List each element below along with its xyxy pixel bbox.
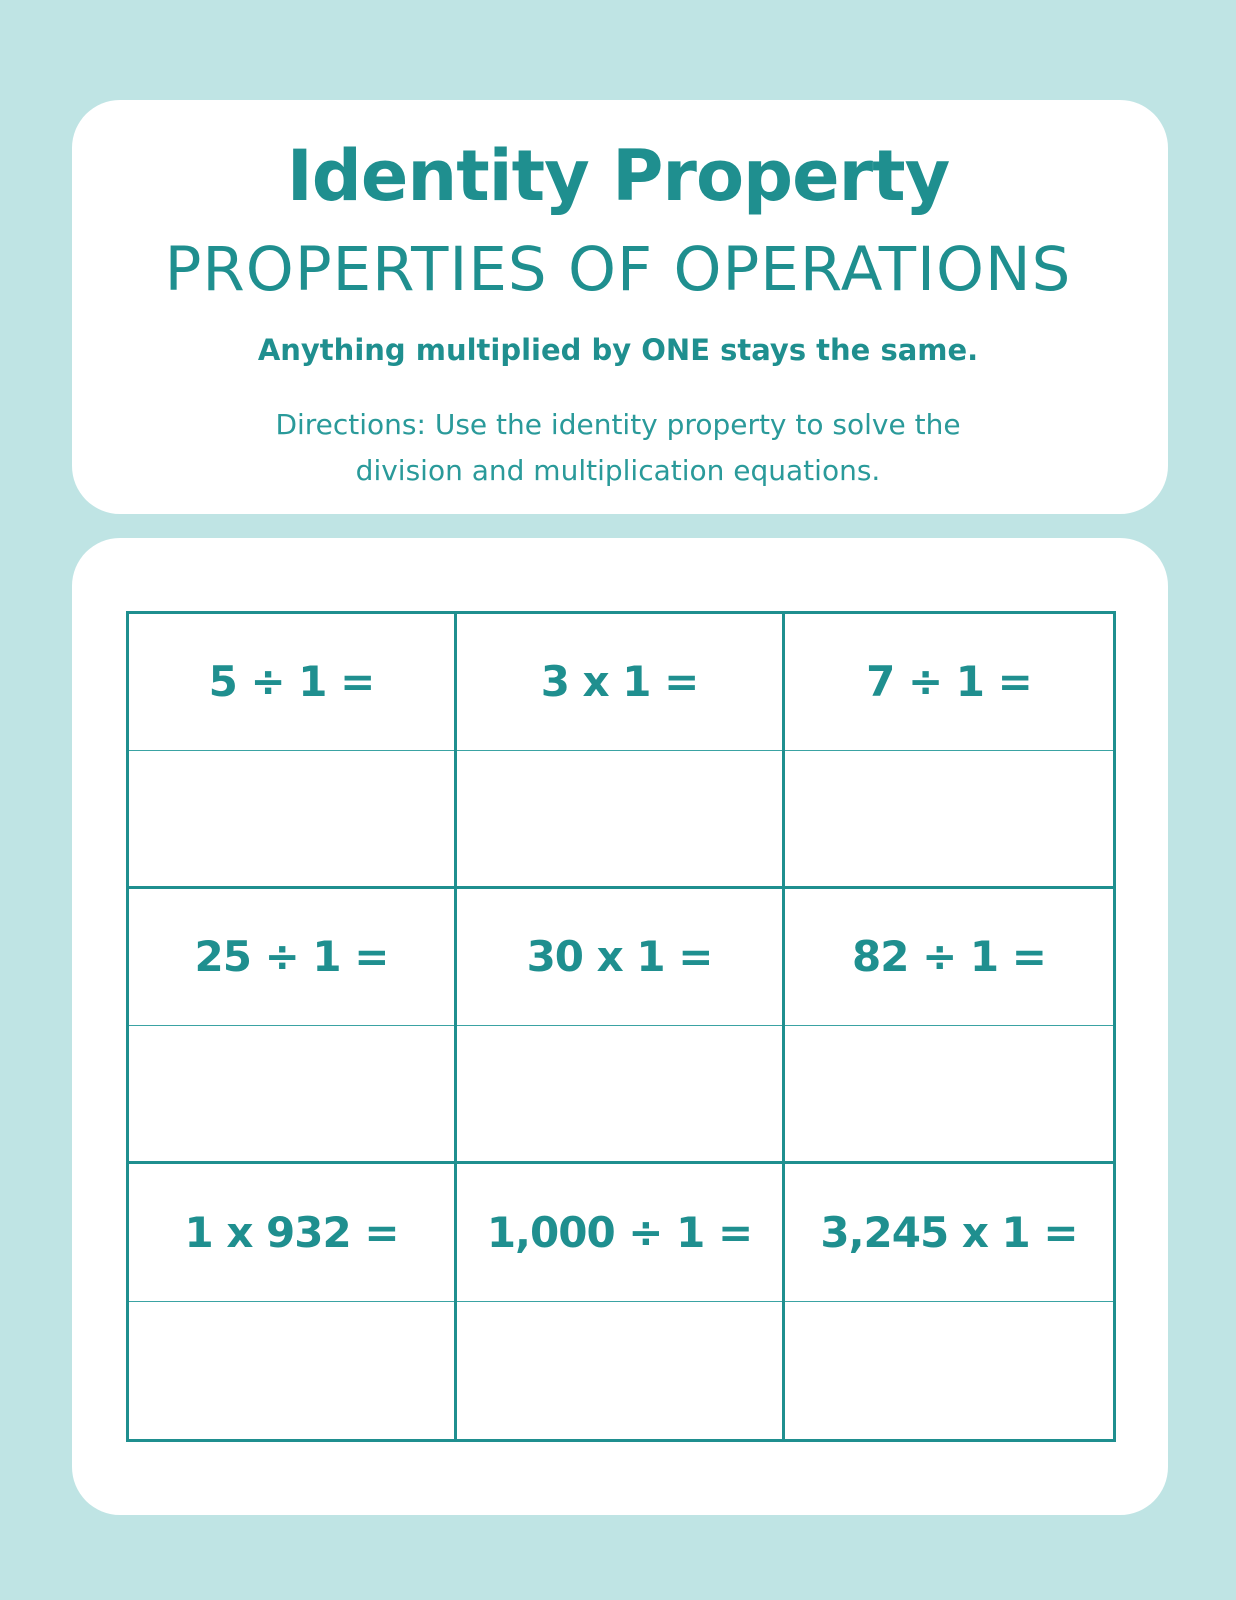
equation-cell xyxy=(785,889,1113,1164)
equation-cell xyxy=(457,1164,785,1439)
equation-cell xyxy=(785,1164,1113,1439)
equation-prompt: 3,245 x 1 = xyxy=(785,1164,1113,1302)
answer-box[interactable] xyxy=(785,1026,1113,1162)
answer-box[interactable] xyxy=(785,1302,1113,1439)
answer-box[interactable] xyxy=(129,1302,454,1439)
answer-box[interactable] xyxy=(457,1026,782,1162)
equation-prompt: 1 x 932 = xyxy=(129,1164,454,1302)
answer-box[interactable] xyxy=(129,1026,454,1162)
answer-box[interactable] xyxy=(785,751,1113,887)
directions-text: Directions: Use the identity property to solve the division and multiplication equations. xyxy=(275,408,961,487)
equation-cell xyxy=(785,614,1113,889)
equation-cell xyxy=(457,614,785,889)
equation-cell xyxy=(129,1164,457,1439)
equation-prompt: 82 ÷ 1 = xyxy=(785,889,1113,1026)
equation-prompt: 7 ÷ 1 = xyxy=(785,614,1113,751)
equation-cell xyxy=(129,614,457,889)
answer-box[interactable] xyxy=(457,1302,782,1439)
equation-prompt: 3 x 1 = xyxy=(457,614,782,751)
equation-cell xyxy=(457,889,785,1164)
page-title: Identity Property xyxy=(286,135,950,217)
equation-prompt: 25 ÷ 1 = xyxy=(129,889,454,1026)
answer-box[interactable] xyxy=(457,751,782,887)
equation-grid xyxy=(126,611,1116,1442)
equation-prompt: 5 ÷ 1 = xyxy=(129,614,454,751)
equation-prompt: 30 x 1 = xyxy=(457,889,782,1026)
equation-prompt: 1,000 ÷ 1 = xyxy=(457,1164,782,1302)
page-subtitle: PROPERTIES OF OPERATIONS xyxy=(164,234,1072,305)
answer-box[interactable] xyxy=(129,751,454,887)
equation-cell xyxy=(129,889,457,1164)
rule-statement: Anything multiplied by ONE stays the same. xyxy=(257,333,979,367)
